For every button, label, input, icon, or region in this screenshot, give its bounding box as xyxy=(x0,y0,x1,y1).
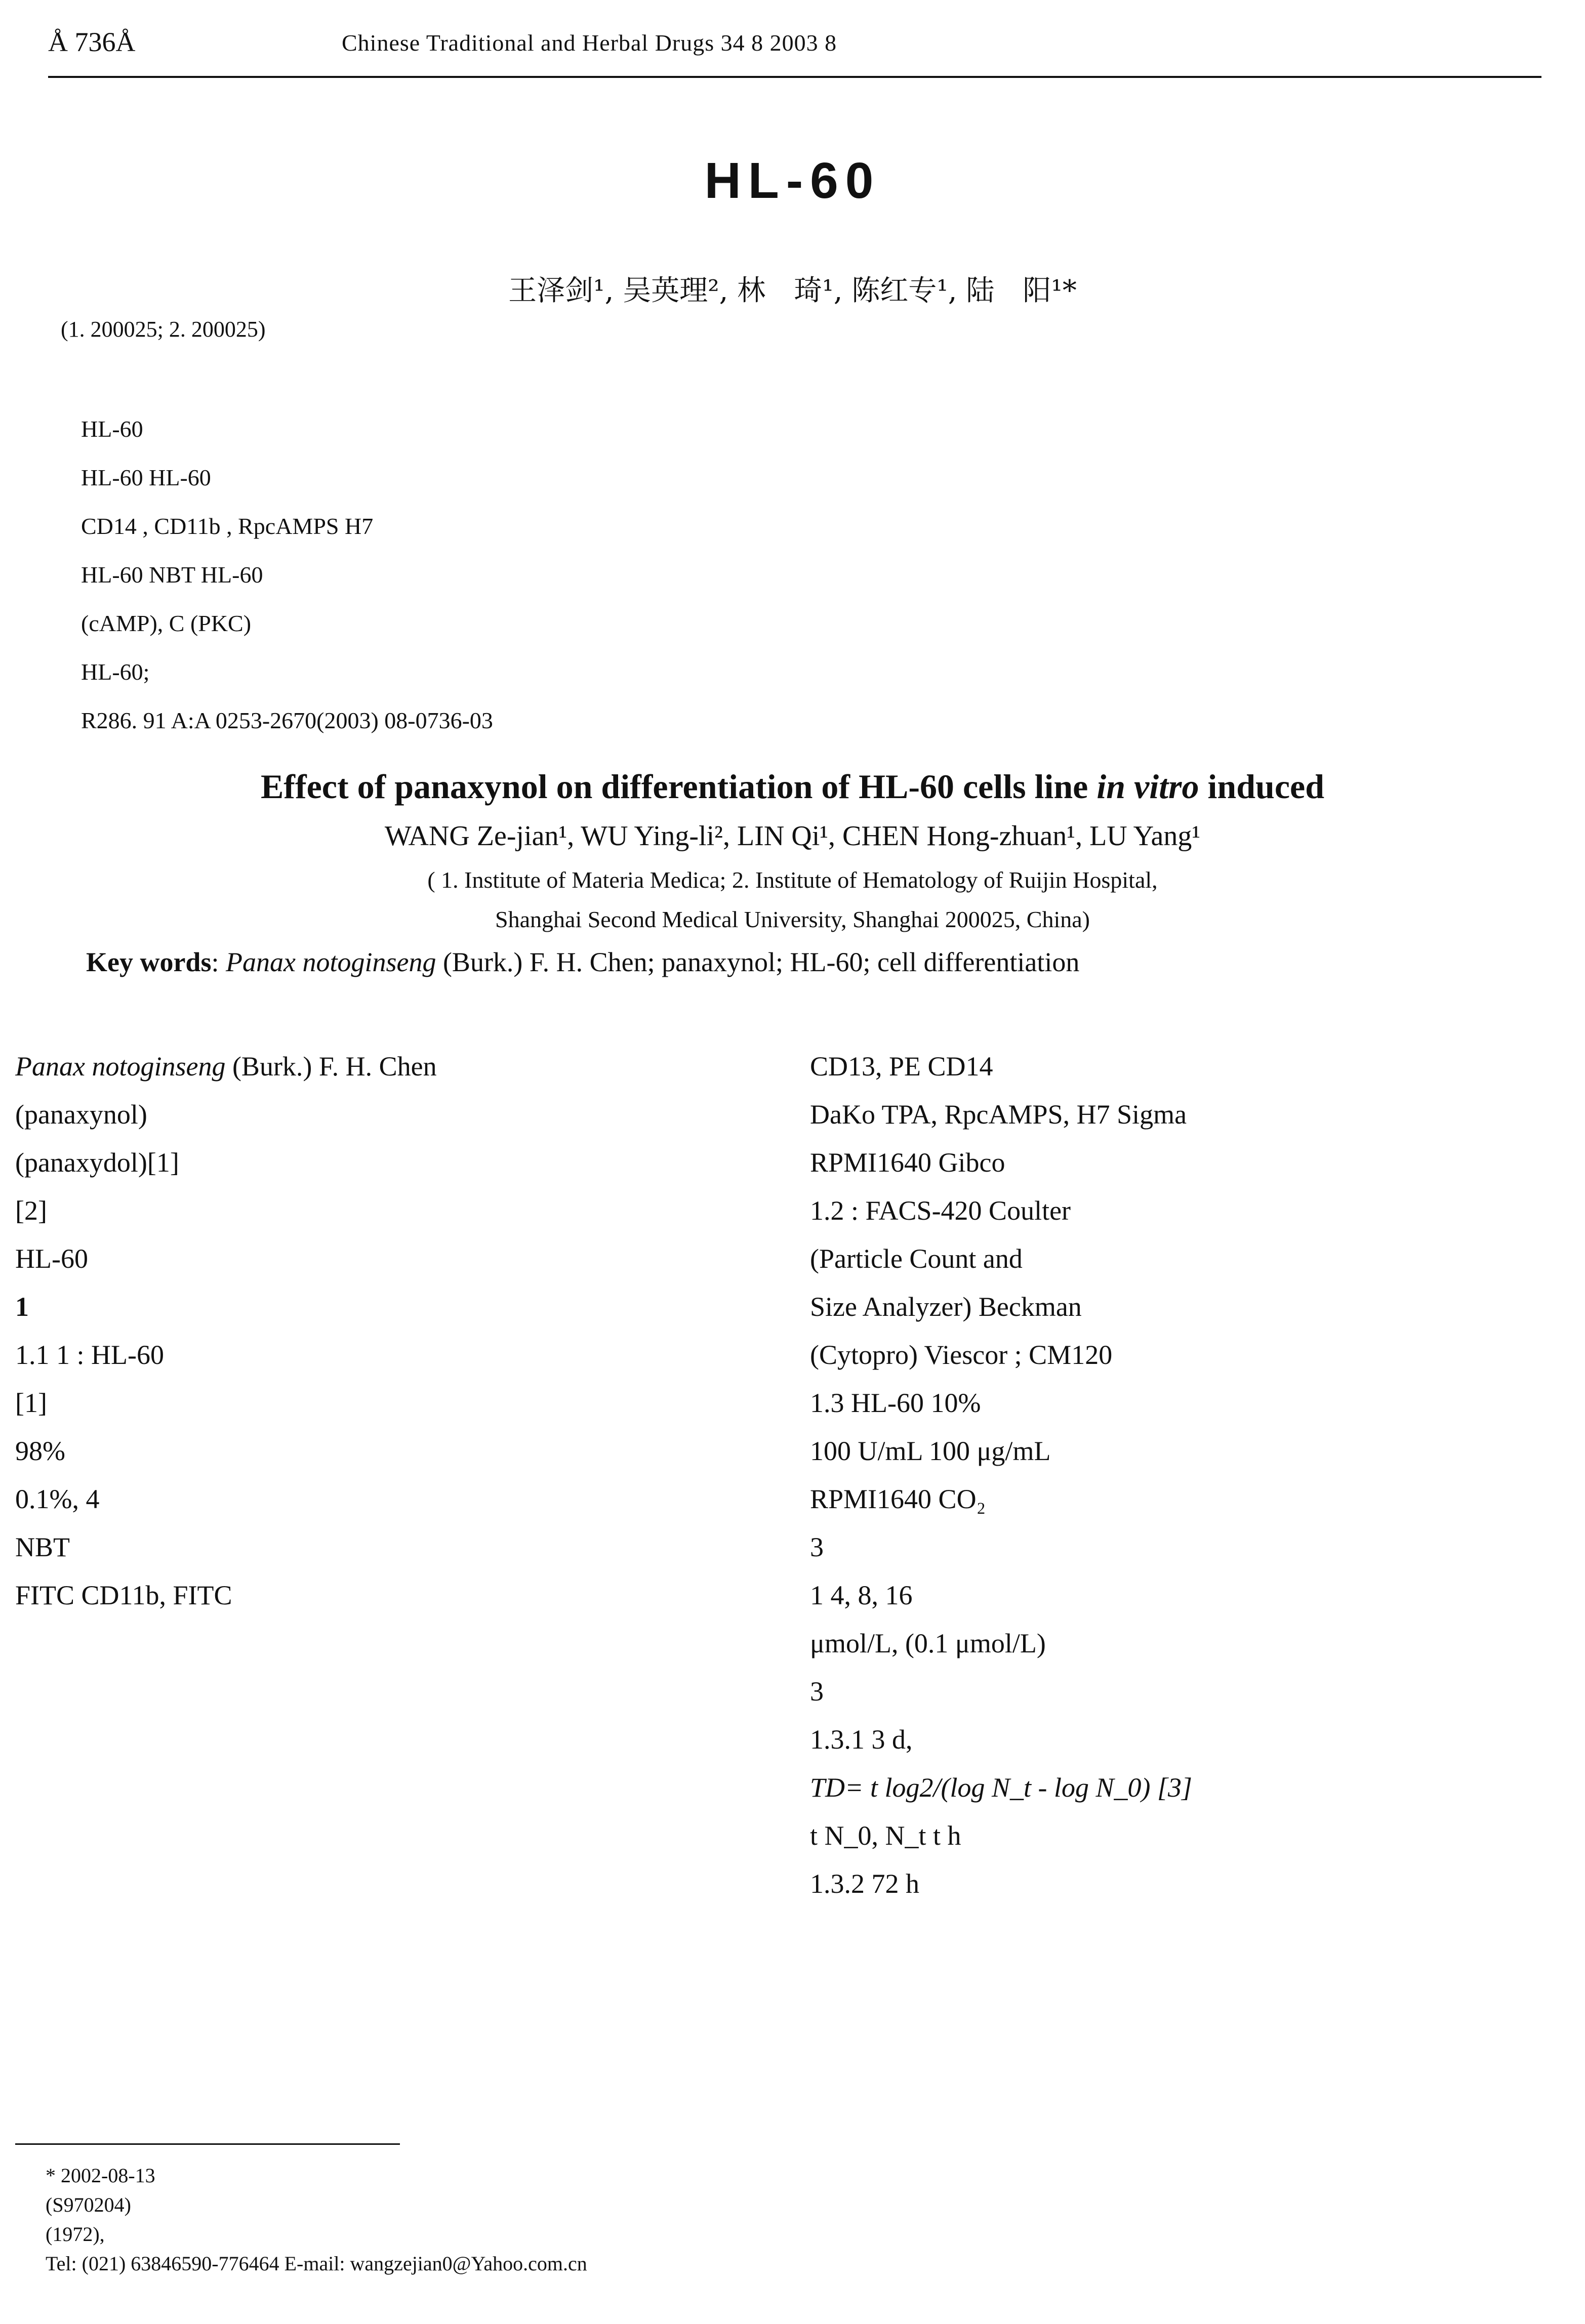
footnote xyxy=(46,2161,1514,2278)
body-line: RPMI1640 Gibco xyxy=(810,1147,1005,1178)
keywords-rest: (Burk.) F. H. Chen; panaxynol; HL-60; cell differentiation xyxy=(436,947,1080,977)
body-line: (Cytopro) Viescor ; CM120 xyxy=(810,1340,1113,1370)
body-left-column xyxy=(15,1043,724,1620)
body-right-column xyxy=(810,1043,1519,1908)
body-line: [1] xyxy=(15,1388,47,1418)
body-line: Size Analyzer) Beckman xyxy=(810,1292,1082,1322)
body-line: μmol/L, (0.1 μmol/L) xyxy=(810,1628,1046,1658)
body-line: FITC CD11b, FITC xyxy=(15,1580,232,1610)
body-line: (Particle Count and xyxy=(810,1243,1023,1274)
body-line: (panaxydol)[1] xyxy=(15,1147,179,1178)
body-line: 1.3 HL-60 10% xyxy=(810,1388,981,1418)
chinese-authors: 王泽剑¹, 吴英理², 林 琦¹, 陈红专¹, 陆 阳¹* xyxy=(508,274,1077,307)
english-affiliation-2: Shanghai Second Medical University, Shanghai 200025, China) xyxy=(495,906,1090,932)
species-name: Panax notoginseng xyxy=(15,1051,226,1082)
body-line: [2] xyxy=(15,1195,47,1226)
body-line: 1 4, 8, 16 xyxy=(810,1580,913,1610)
english-title-end: induced xyxy=(1199,767,1325,806)
formula-line: TD= t log2/(log N_t - log N_0) [3] xyxy=(810,1772,1192,1803)
body-line: 3 xyxy=(810,1532,824,1562)
classification-line: R286. 91 A:A 0253-2670(2003) 08-0736-03 xyxy=(81,708,493,733)
body-line: 1.3.2 72 h xyxy=(810,1869,919,1899)
contact-info: Tel: (021) 63846590-776464 E-mail: wangzejian0@Yahoo.com.cn xyxy=(46,2252,587,2275)
abstract-line: HL-60 HL-60 xyxy=(81,465,211,490)
abstract-line: CD14 , CD11b , RpcAMPS H7 xyxy=(81,513,374,539)
chinese-title: HL-60 xyxy=(704,152,881,209)
english-title xyxy=(0,767,1585,807)
body-line: CD13, PE CD14 xyxy=(810,1051,993,1082)
keywords-label: Key words xyxy=(86,947,212,977)
body-line xyxy=(15,1043,724,1091)
running-header xyxy=(48,26,1541,72)
body-line: 98% xyxy=(15,1436,65,1466)
english-title-italic: in vitro xyxy=(1096,767,1199,806)
english-title-main: Effect of panaxynol on differentiation of HL-60 cells line xyxy=(260,767,1097,806)
header-rule xyxy=(48,76,1541,78)
received-date: * 2002-08-13 xyxy=(46,2164,155,2187)
keywords-species: Panax notoginseng xyxy=(226,947,436,977)
abstract-line: HL-60 xyxy=(81,416,143,442)
body-line: 1.2 : FACS-420 Coulter xyxy=(810,1195,1071,1226)
section-heading: 1 xyxy=(15,1292,29,1322)
body-line: 3 xyxy=(810,1676,824,1707)
english-keywords: Key words: Panax notoginseng (Burk.) F. H. Chen; panaxynol; HL-60; cell differentiation xyxy=(86,947,1080,977)
chinese-abstract xyxy=(81,405,1519,745)
author-bio: (1972), xyxy=(46,2223,105,2246)
abstract-line: (cAMP), C (PKC) xyxy=(81,610,252,636)
body-line: 1.3.1 3 d, xyxy=(810,1724,913,1755)
journal-citation: Chinese Traditional and Herbal Drugs 34 8 2003 8 xyxy=(342,30,837,56)
abstract-keywords: HL-60; xyxy=(81,659,150,685)
body-line: 1.1 1 : HL-60 xyxy=(15,1340,164,1370)
footnote-rule xyxy=(15,2143,400,2145)
chinese-affiliations: (1. 200025; 2. 200025) xyxy=(61,317,266,342)
body-line: 0.1%, 4 xyxy=(15,1484,100,1514)
body-line: (panaxynol) xyxy=(15,1099,147,1130)
body-line: HL-60 xyxy=(15,1243,88,1274)
body-line: 100 U/mL 100 μg/mL xyxy=(810,1436,1051,1466)
abstract-line: HL-60 NBT HL-60 xyxy=(81,562,263,588)
english-affiliation-1: ( 1. Institute of Materia Medica; 2. Institute of Hematology of Ruijin Hospital, xyxy=(427,867,1158,893)
body-line: RPMI1640 CO₂ xyxy=(810,1484,986,1514)
body-line: DaKo TPA, RpcAMPS, H7 Sigma xyxy=(810,1099,1187,1130)
english-authors: WANG Ze-jian¹, WU Ying-li², LIN Qi¹, CHEN Hong-zhuan¹, LU Yang¹ xyxy=(384,820,1201,852)
body-line: NBT xyxy=(15,1532,70,1562)
funding-note: (S970204) xyxy=(46,2193,131,2216)
page-number: Å 736Å xyxy=(48,27,136,57)
body-text: (Burk.) F. H. Chen xyxy=(225,1051,437,1082)
body-line: t N_0, N_t t h xyxy=(810,1820,961,1851)
